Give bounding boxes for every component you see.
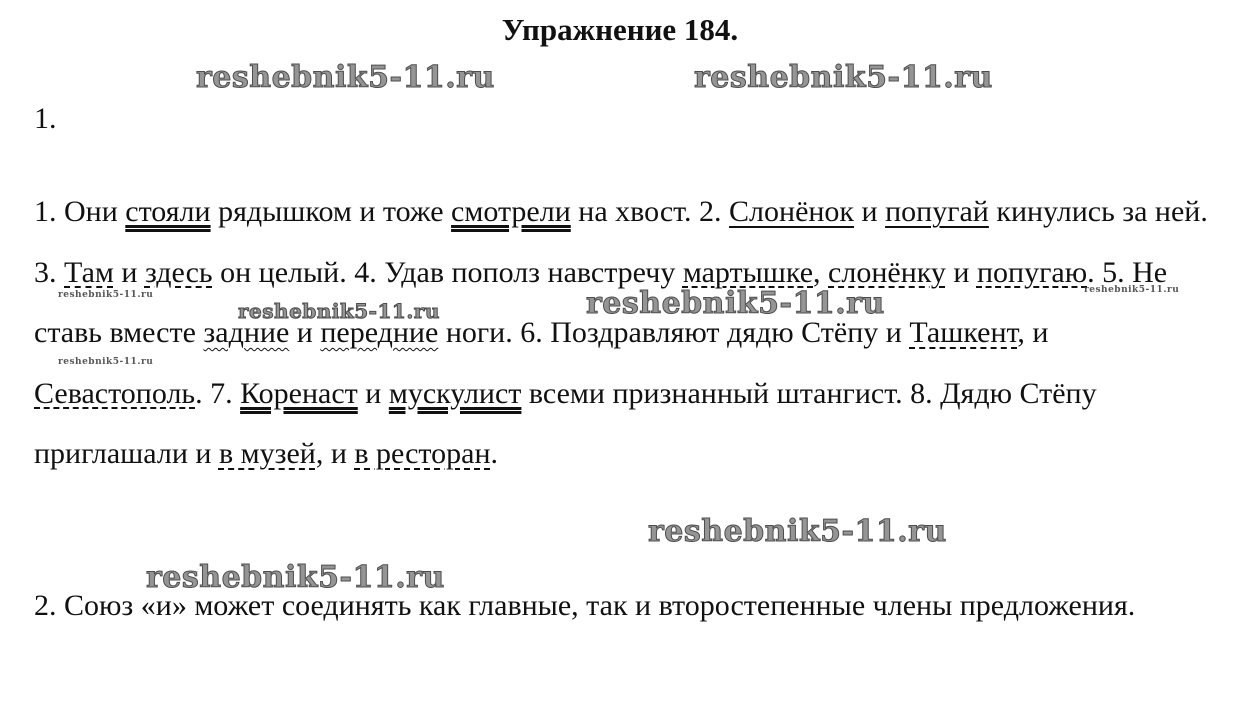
watermark: reshebnik5-11.ru [1084,285,1180,295]
text-run: . [490,437,499,470]
object-slonyonku: слонёнку [828,255,946,289]
text-run: всеми признанный штангист. 8. Дядю Стёпу приглашали и [34,376,1097,470]
watermark: reshebnik5-11.ru [58,357,154,367]
subject-slonyonok: Слонёнок [729,195,855,228]
text-run: рядышком и тоже [210,195,452,228]
paragraph-conclusion: 2. Союз «и» может соединять как главные, так и второстепенные члены предложения. [34,589,1136,622]
text-run: ноги. 6. Поздравляют дядю Стёпу и [438,316,910,349]
text-run: и [945,255,977,289]
watermark: reshebnik5-11.ru [238,299,440,323]
paragraph-sentences [34,182,1219,485]
text-run: он целый. 4. Удав пополз навстречу [212,255,683,289]
predicate-stoyali: стояли [125,195,211,228]
text-run: на хвост. 2. [570,195,730,228]
text-run: . 5. Не ставь вместе [34,255,1168,349]
object-martyshke: мартышке [682,255,814,289]
text-run: , и [315,437,355,470]
watermark: reshebnik5-11.ru [694,60,993,95]
attribute-perednie: передние [320,316,439,349]
predicate-smotreli: смотрели [451,195,571,228]
text-run: 1. Они [34,195,126,228]
text-run: , и [1017,316,1049,349]
exercise-title: Упражнение 184. [501,12,739,47]
object-sevastopol: Севастополь [34,376,196,410]
object-tashkent: Ташкент [909,316,1018,349]
text-run: и [289,316,321,349]
text-run: кинулись за ней. 3. [34,195,1208,289]
subject-popugay: попугай [885,195,989,228]
text-run: и [113,255,145,289]
attribute-zadnie: задние [203,316,290,349]
text-run: . 7. [195,376,241,410]
text-run: и [357,376,389,410]
watermark: reshebnik5-11.ru [648,514,947,549]
text-run: , [813,255,829,289]
section-number: 1. [34,102,57,135]
text-run: и [854,195,886,228]
predicate-muskulist: мускулист [388,376,522,410]
adverbial-v-muzey: в музей [218,437,316,470]
watermark: reshebnik5-11.ru [146,560,445,595]
adverbial-tam: Там [64,255,114,289]
watermark: reshebnik5-11.ru [586,286,885,321]
watermark: reshebnik5-11.ru [196,60,495,95]
predicate-korenast: Коренаст [240,376,358,410]
adverbial-zdes: здесь [144,255,213,289]
object-popugayu: попугаю [976,255,1088,289]
watermark: reshebnik5-11.ru [58,290,154,300]
adverbial-v-restoran: в ресторан [354,437,491,470]
